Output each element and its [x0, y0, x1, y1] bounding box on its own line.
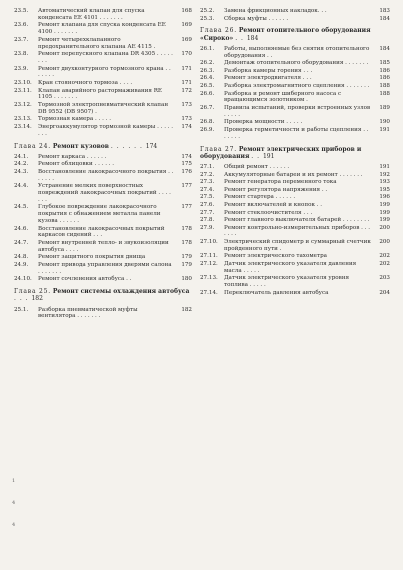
entry-title: Тормозной электропневматический клапан DB 9552 (DB 9507) . — [38, 101, 169, 115]
entry-title: Ремонт четырехклапанного предохранительного клапана АЕ 4115 . — [38, 36, 156, 50]
toc-entry — [200, 275, 390, 289]
toc-entry — [200, 119, 390, 126]
toc-entry — [14, 102, 192, 116]
toc-entry — [200, 210, 390, 217]
entry-page: 184 — [379, 15, 390, 22]
entry-page: 170 — [181, 51, 192, 58]
entry-page: 183 — [379, 8, 390, 14]
entry-title: Разборка и ремонт шиберного насоса с вращающимся золотником . — [224, 90, 342, 104]
toc-entry — [200, 91, 390, 105]
chapter-page: 174 — [145, 142, 158, 150]
chapter-24-heading — [14, 143, 192, 150]
margin-marks — [12, 478, 15, 544]
entry-number: 24.9. — [14, 262, 29, 269]
entry-page: 182 — [181, 306, 192, 313]
entry-page: 175 — [181, 161, 192, 168]
entry-number: 23.5. — [14, 8, 29, 14]
entry-number: 24.4. — [14, 183, 29, 190]
entry-page: 191 — [379, 163, 390, 170]
toc-entry — [200, 75, 390, 82]
entry-title: Общий ремонт . . . . . . — [224, 163, 290, 170]
entry-number: 27.3. — [200, 179, 215, 186]
toc-entry — [14, 276, 192, 283]
entry-title: Энергоаккумулятор тормозной камеры . . . . . . . . — [38, 123, 174, 137]
toc-entry — [200, 217, 390, 224]
toc-left-column — [14, 8, 192, 321]
margin-mark: 4 — [12, 500, 16, 506]
entry-title: Ремонт регулятора напряжения . . — [224, 186, 328, 193]
toc-entry — [14, 204, 192, 224]
entry-page: 200 — [379, 239, 390, 246]
entry-page: 174 — [181, 153, 192, 160]
entry-number: 27.2. — [200, 171, 215, 178]
toc-entry — [14, 80, 192, 87]
entry-page: 204 — [379, 289, 390, 296]
entry-number: 26.7. — [200, 104, 215, 111]
entry-page: 177 — [181, 204, 192, 211]
entry-number: 26.9. — [200, 126, 215, 133]
entry-number: 23.7. — [14, 36, 29, 43]
toc-entry — [200, 194, 390, 201]
entry-number: 24.8. — [14, 254, 29, 261]
entry-number: 27.13. — [200, 275, 218, 282]
entry-title: Ремонт генератора переменного тока — [224, 179, 337, 186]
entry-number: 24.3. — [14, 168, 29, 175]
entry-page: 199 — [379, 201, 390, 208]
entry-page: 193 — [379, 179, 390, 186]
chapter-label: Глава 25. — [14, 288, 51, 296]
entry-page: 179 — [181, 262, 192, 269]
entry-number: 26.8. — [200, 119, 215, 126]
entry-title: Замена фрикционных накладок. . . — [224, 8, 327, 14]
toc-entry — [14, 161, 192, 168]
entry-number: 27.5. — [200, 194, 215, 201]
entry-page: 173 — [181, 116, 192, 123]
entry-number: 27.12. — [200, 261, 218, 268]
entry-page: 171 — [181, 65, 192, 72]
toc-entry — [200, 179, 390, 186]
entry-title: Работы, выполняемые без снятия отопительного оборудования . . — [224, 45, 370, 59]
toc-entry — [200, 46, 390, 60]
chapter24-entries — [14, 154, 192, 284]
entry-number: 24.1. — [14, 153, 29, 160]
chapter25-entries — [14, 307, 192, 321]
entry-title: Ремонт электродвигателя . . . — [224, 75, 312, 82]
entry-number: 23.11. — [14, 87, 32, 94]
entry-page: 176 — [181, 168, 192, 175]
toc-entry — [200, 127, 390, 141]
toc-entry — [14, 37, 192, 51]
chapter-title: Ремонт отопительного оборудования «Сироко» — [200, 27, 371, 42]
chapter27-entries — [200, 164, 390, 297]
entry-page: 184 — [379, 45, 390, 52]
entry-number: 24.7. — [14, 240, 29, 247]
entry-number: 23.10. — [14, 79, 32, 86]
entry-title: Глубокое повреждение лакокрасочного покрытия с обнажением металла панели кузова . . . . . . — [38, 204, 161, 225]
entry-title: Разборка камеры горения . . . — [224, 67, 313, 74]
chapter-page: 184 — [246, 34, 259, 42]
entry-page: 199 — [379, 209, 390, 216]
margin-mark: 1 — [12, 478, 16, 484]
toc-entry — [14, 22, 192, 36]
entry-number: 27.14. — [200, 289, 218, 296]
entry-number: 24.2. — [14, 161, 29, 168]
entry-title: Автоматический клапан для спуска конденсата ЕЕ 4101 . . . . . . . — [38, 8, 145, 21]
chapter-page: 191 — [262, 152, 275, 160]
entry-number: 25.2. — [200, 8, 215, 14]
entry-page: 179 — [181, 254, 192, 261]
entry-page: 178 — [181, 240, 192, 247]
entry-page: 190 — [379, 119, 390, 126]
entry-page: 188 — [379, 82, 390, 89]
entry-title: Ремонт внутренней тепло- и звукоизоляции автобуса . . . . — [38, 240, 169, 253]
entry-title: Тормозная камера . . . . . — [38, 116, 112, 123]
entry-page: 202 — [379, 261, 390, 268]
entry-page: 189 — [379, 104, 390, 111]
entry-page: 178 — [181, 225, 192, 232]
entry-page: 173 — [181, 101, 192, 108]
toc-entry — [14, 240, 192, 254]
toc-entry — [14, 116, 192, 123]
entry-title: Ремонт защитного покрытия днища — [38, 254, 146, 261]
entry-page: 200 — [379, 224, 390, 231]
entry-title: Восстановление лакокрасочных покрытий каркасов сидений . . . — [38, 225, 165, 239]
dot-leader: . . — [251, 152, 263, 160]
toc-entry — [14, 124, 192, 138]
toc-entry — [200, 261, 390, 275]
entry-title: Разборка электромагнитного сцепления . . . . . . . — [224, 82, 370, 89]
entry-page: 169 — [181, 22, 192, 29]
entry-title: Ремонт электрического тахометра — [224, 253, 327, 260]
entry-page: 185 — [379, 60, 390, 67]
toc-entry — [14, 307, 192, 321]
toc-entry — [200, 253, 390, 260]
entry-title: Ремонт каркаса . . . . . . — [38, 153, 107, 160]
entry-page: 186 — [379, 75, 390, 82]
entry-page: 172 — [181, 87, 192, 94]
entry-page: 180 — [181, 276, 192, 283]
entry-number: 27.11. — [200, 253, 218, 260]
toc-entry — [14, 154, 192, 161]
entry-title: Датчик электрического указателя уровня топлива . . . . . — [224, 275, 350, 289]
toc-entry — [200, 239, 390, 253]
entry-title: Ремонт стеклоочистителя . . . — [224, 209, 313, 216]
toc-entry — [200, 202, 390, 209]
toc-entry — [14, 262, 192, 276]
entry-number: 26.5. — [200, 82, 215, 89]
entry-title: Ремонт двухконтурного тормозного крана . . . . . . . — [38, 65, 171, 79]
chapter-page: 182 — [31, 295, 43, 303]
entry-number: 27.4. — [200, 186, 215, 193]
entry-number: 27.7. — [200, 209, 215, 216]
chapter-title: Ремонт кузовов — [52, 142, 109, 150]
entry-title: Ремонт клапана для спуска конденсата ЕЕ 4100 . . . . . . . — [38, 22, 166, 36]
toc-entry — [14, 226, 192, 240]
entry-number: 23.8. — [14, 51, 29, 58]
entry-number: 23.13. — [14, 116, 32, 123]
dot-leader: . . . — [14, 295, 32, 303]
toc-entry — [14, 66, 192, 80]
toc-entry — [200, 164, 390, 171]
entry-title: Переключатель давления автобуса — [224, 289, 329, 296]
entry-page: 191 — [379, 126, 390, 133]
dot-leader: . . . . . . — [110, 142, 146, 150]
entry-page: 203 — [379, 275, 390, 282]
toc-entry — [200, 172, 390, 179]
entry-number: 26.3. — [200, 67, 215, 74]
chapter-25-heading — [14, 288, 192, 302]
chapter-label: Глава 26. — [200, 27, 237, 35]
entry-number: 25.1. — [14, 306, 29, 313]
toc-entry — [200, 16, 390, 23]
entry-title: Ремонт сочленения автобуса . . — [38, 276, 132, 283]
entry-page: 188 — [379, 90, 390, 97]
chapter-27-heading — [200, 146, 390, 160]
entry-title: Электрический спидометр и суммарный счетчик пройденного пути . — [224, 239, 371, 252]
entry-page: 169 — [181, 36, 192, 43]
toc-entry — [14, 51, 192, 65]
entry-number: 27.6. — [200, 201, 215, 208]
entry-title: Кран стояночного тормоза . . . . — [38, 79, 133, 86]
entry-title: Проверка герметичности и работы сцепления . . . . . . . — [224, 126, 369, 140]
entry-title: Сборка муфты . . . . . . — [224, 15, 289, 22]
toc-right-column — [200, 8, 390, 297]
entry-title: Ремонт главного выключателя батарей . . . . . . . . — [224, 217, 370, 224]
entry-page: 177 — [181, 183, 192, 190]
entry-title: Проверка мощности . . . . . — [224, 119, 303, 126]
entry-number: 25.3. — [200, 15, 215, 22]
toc-entry — [200, 60, 390, 67]
entry-number: 26.4. — [200, 75, 215, 82]
toc-entry — [200, 105, 390, 119]
toc-entry — [14, 254, 192, 261]
toc-entry — [14, 88, 192, 102]
entry-page: 195 — [379, 186, 390, 193]
entry-number: 27.10. — [200, 239, 218, 246]
entry-title: Восстановление лакокрасочного покрытия . . . . . . . — [38, 168, 174, 182]
entry-page: 171 — [181, 79, 192, 86]
entry-page: 196 — [379, 194, 390, 201]
chapter-title: Ремонт электрических приборов и оборудования — [200, 145, 362, 160]
chapter-label: Глава 27. — [200, 145, 237, 153]
toc-entry — [14, 169, 192, 183]
entry-number: 27.9. — [200, 224, 215, 231]
chapter-26-heading — [200, 27, 390, 41]
entry-title: Датчик электрического указателя давления масла . . . . . — [224, 261, 357, 274]
entry-number: 24.10. — [14, 276, 32, 283]
chapter25-cont-entries — [200, 8, 390, 22]
entry-number: 26.2. — [200, 60, 215, 67]
entry-number: 23.14. — [14, 123, 32, 130]
entry-page: 168 — [181, 8, 192, 14]
dot-leader: . . — [235, 34, 247, 42]
entry-number: 23.6. — [14, 22, 29, 29]
toc-entry — [200, 187, 390, 194]
entry-title: Ремонт стартера . . . . . . — [224, 194, 296, 201]
toc-entry — [200, 290, 390, 297]
entry-page: 192 — [379, 171, 390, 178]
toc-entry — [14, 8, 192, 22]
entry-page: 202 — [379, 253, 390, 260]
toc-entry — [14, 183, 192, 203]
entry-title: Аккумуляторные батареи и их ремонт . . . . . . . — [224, 171, 363, 178]
entry-title: Правила испытаний, проверки встроенных узлов . . . . . — [224, 104, 371, 118]
entry-title: Клапан аварийного растормаживания RE 1105 . . . . . . . — [38, 87, 163, 101]
toc-entry — [200, 83, 390, 90]
toc-entry — [200, 225, 390, 239]
margin-mark: 4 — [12, 522, 16, 528]
entry-title: Ремонт привода управления дверями салона . . . . . . . — [38, 262, 172, 275]
entry-page: 174 — [181, 123, 192, 130]
entry-number: 24.6. — [14, 225, 29, 232]
entry-title: Ремонт облицовки . . . . . . — [38, 161, 115, 168]
entry-number: 26.1. — [200, 45, 215, 52]
chapter-title: Ремонт системы охлаждения автобуса — [52, 288, 190, 296]
entry-number: 27.8. — [200, 217, 215, 224]
toc-entry — [200, 68, 390, 75]
entry-title: Разборка пневматической муфты вентилятора . . . . . . . — [38, 306, 138, 320]
entry-number: 23.9. — [14, 65, 29, 72]
chapter26-entries — [200, 46, 390, 141]
entry-title: Демонтаж отопительного оборудования . . . . . . . — [224, 60, 369, 67]
entry-number: 27.1. — [200, 163, 215, 170]
entry-page: 186 — [379, 67, 390, 74]
entry-title: Ремонт перепускного клапана DR 4305 . . . . . . . . — [38, 51, 173, 64]
chapter23-entries — [14, 8, 192, 138]
chapter-label: Глава 24. — [14, 142, 51, 150]
entry-number: 23.12. — [14, 101, 32, 108]
entry-number: 24.5. — [14, 204, 29, 211]
entry-title: Ремонт контрольно-измерительных приборов . . . . . . . — [224, 224, 371, 238]
entry-title: Устранение мелких поверхностных повреждений лакокрасочных покрытий . . . . . . . — [38, 183, 171, 203]
toc-entry — [200, 8, 390, 15]
entry-title: Ремонт включателей и кнопок . . — [224, 201, 323, 208]
entry-page: 199 — [379, 217, 390, 224]
entry-number: 26.6. — [200, 90, 215, 97]
